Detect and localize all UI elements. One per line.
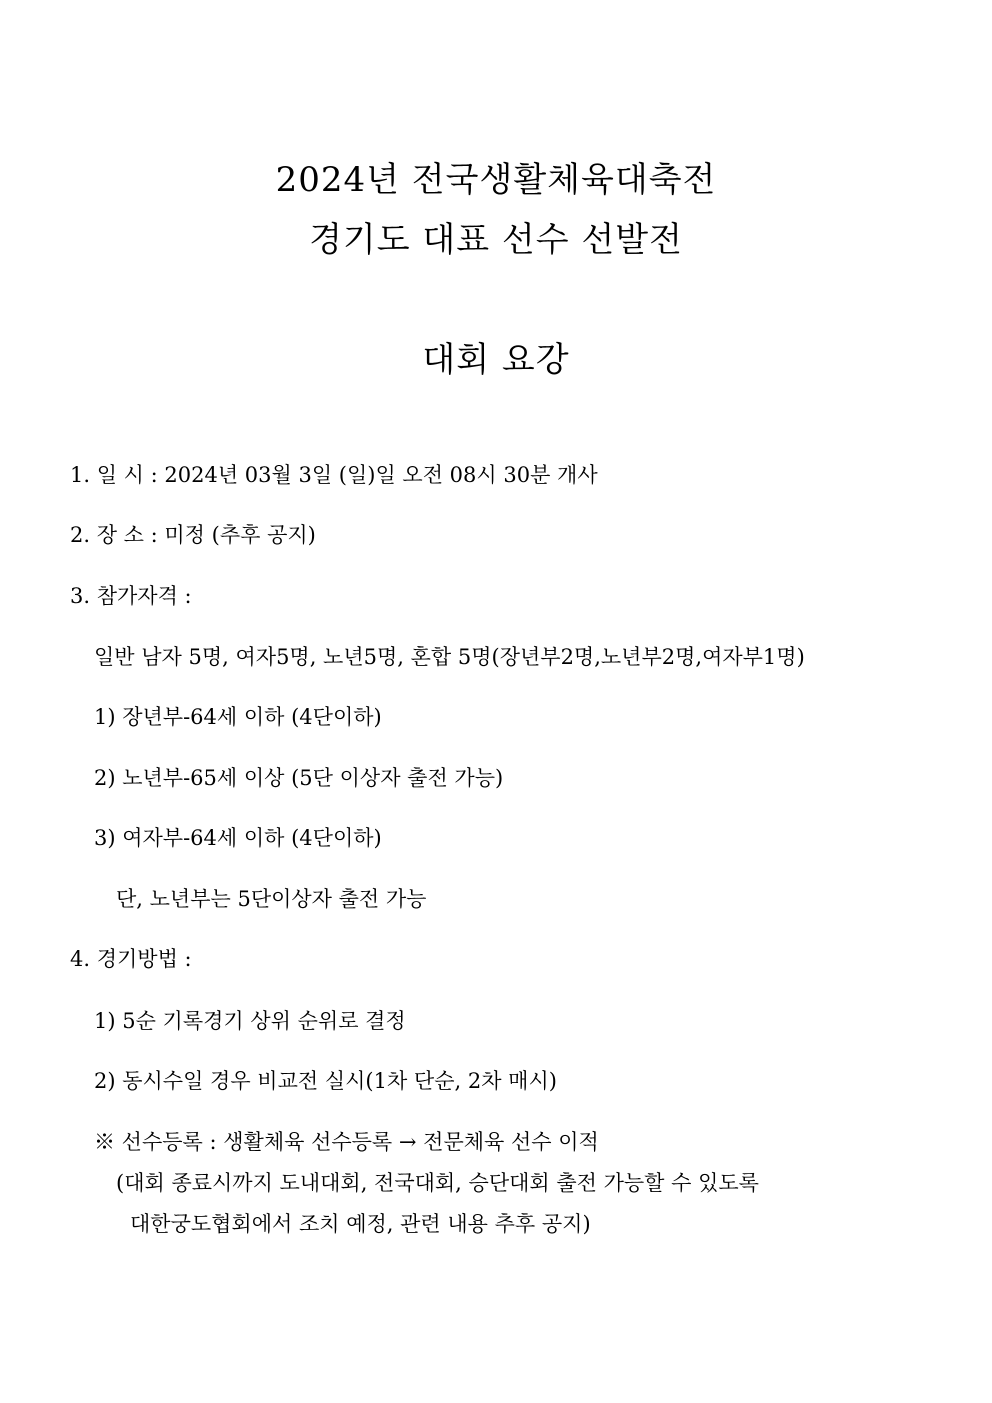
- item-eligibility-1: 1) 장년부-64세 이하 (4단이하): [94, 705, 382, 729]
- item-eligibility-note: 단, 노년부는 5단이상자 출전 가능: [116, 887, 427, 911]
- item-eligibility-3: 3) 여자부-64세 이하 (4단이하): [94, 826, 382, 850]
- item-method-heading: 4. 경기방법 :: [70, 947, 192, 971]
- title-line-2: 경기도 대표 선수 선발전: [309, 220, 683, 260]
- item-eligibility-2: 2) 노년부-65세 이상 (5단 이상자 출전 가능): [94, 766, 504, 790]
- subtitle: 대회 요강: [422, 340, 570, 380]
- item-registration: ※ 선수등록 : 생활체육 선수등록 → 전문체육 선수 이적: [94, 1130, 599, 1154]
- item-registration-detail-2: 대한궁도협회에서 조치 예정, 관련 내용 추후 공지): [130, 1212, 591, 1236]
- item-place: 2. 장 소 : 미정 (추후 공지): [70, 523, 316, 547]
- title-line-1: 2024년 전국생활체육대축전: [275, 160, 717, 200]
- item-method-1: 1) 5순 기록경기 상위 순위로 결정: [94, 1009, 406, 1033]
- item-eligibility-heading: 3. 참가자격 :: [70, 584, 192, 608]
- item-registration-detail-1: (대회 종료시까지 도내대회, 전국대회, 승단대회 출전 가능할 수 있도록: [116, 1171, 759, 1195]
- item-method-2: 2) 동시수일 경우 비교전 실시(1차 단순, 2차 매시): [94, 1069, 557, 1093]
- item-date: 1. 일 시 : 2024년 03월 3일 (일)일 오전 08시 30분 개사: [70, 463, 598, 487]
- item-eligibility-general: 일반 남자 5명, 여자5명, 노년5명, 혼합 5명(장년부2명,노년부2명,여자부1명): [94, 645, 805, 669]
